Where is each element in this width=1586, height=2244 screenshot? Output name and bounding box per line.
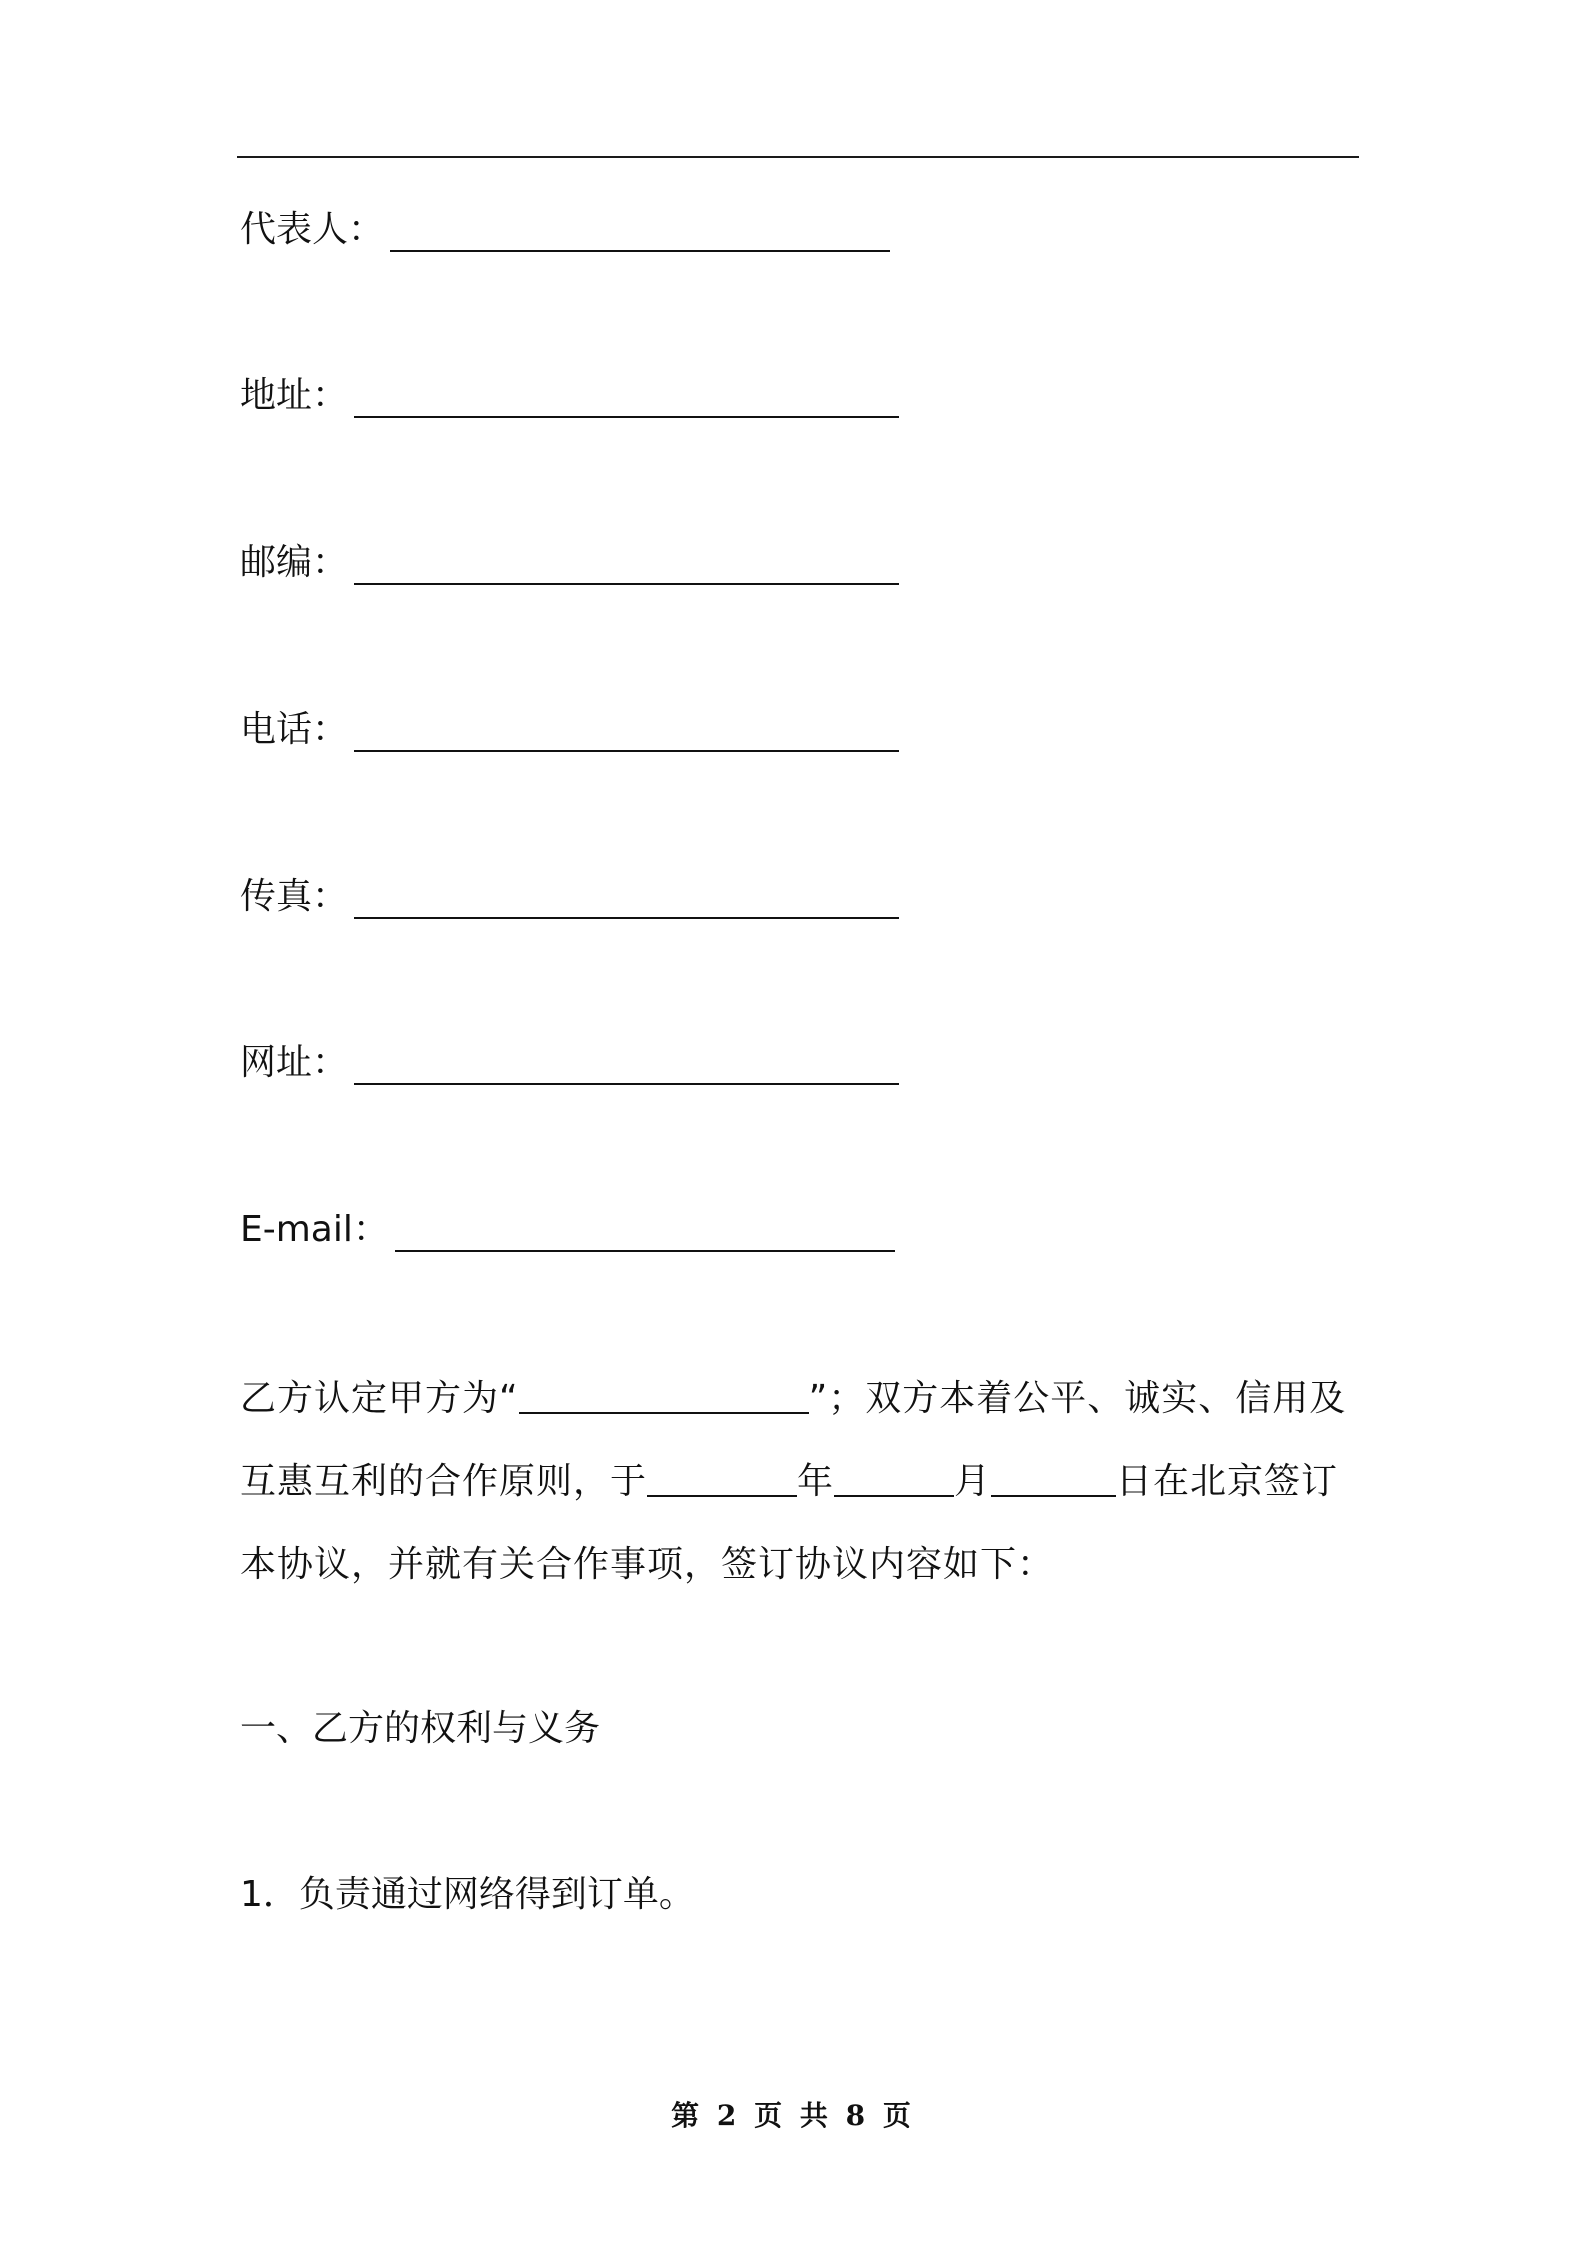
fill-in-blank [354,1047,899,1085]
section-heading: 一、乙方的权利与义务 [240,1708,601,1749]
fill-in-blank [834,1463,954,1497]
field-fax [240,875,899,919]
fill-in-blank [991,1463,1116,1497]
fill-in-blank [647,1463,797,1497]
field-label: 传真： [240,876,349,917]
fill-in-blank [395,1214,895,1252]
list-item: 1．负责通过网络得到订单。 [240,1874,695,1915]
fill-in-blank [354,881,899,919]
field-phone [240,708,899,752]
intro-paragraph [240,1357,1360,1606]
intro-text: 日在北京签订本协议，并就有关合作事项，签订协议内容如下： [240,1461,1339,1585]
field-website [240,1041,899,1085]
field-postcode [240,541,899,585]
field-label: 网址： [240,1042,349,1083]
page-number: 第 2 页 共 8 页 [671,2099,915,2132]
field-label: E-mail： [240,1209,389,1250]
intro-text: 年 [797,1461,835,1502]
field-email [240,1208,895,1252]
field-representative [240,208,890,252]
intro-text: ”；双方本着公平、诚实、信用及互惠互利的合作原则，于 [240,1378,1347,1502]
field-label: 电话： [240,709,349,750]
fill-in-blank [354,380,899,418]
field-label: 地址： [240,375,349,416]
intro-text: 乙方认定甲方为“ [240,1378,519,1419]
field-address [240,374,899,418]
field-label: 邮编： [240,542,349,583]
fill-in-blank [519,1380,809,1414]
fill-in-blank [354,547,899,585]
fill-in-blank [390,214,890,252]
header-rule [237,156,1359,158]
field-label: 代表人： [240,209,385,250]
fill-in-blank [354,714,899,752]
intro-text: 月 [954,1461,992,1502]
